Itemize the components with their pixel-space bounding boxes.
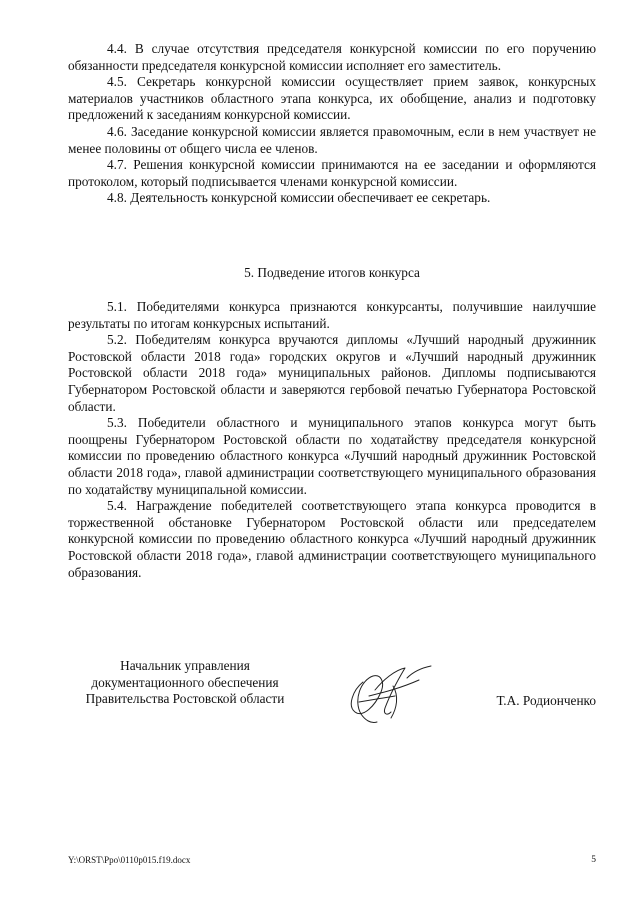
signatory-title-line: Правительства Ростовской области <box>85 691 285 707</box>
signatory-name: Т.А. Родионченко <box>496 693 596 708</box>
paragraph-4-5: 4.5. Секретарь конкурсной комиссии осуществляет прием заявок, конкурсных материалов участников областного этапа конкурса, их обобщение, анализ и подготовку предложений к заседаниям конкурсной комиссии. <box>68 74 596 123</box>
footer-file-path: Y:\ORST\Ppo\0110p015.f19.docx <box>68 855 191 865</box>
paragraph-5-2: 5.2. Победителям конкурса вручаются дипломы «Лучший народный дружинник Ростовской области 2018 года» городских округов и «Лучший народный дружинник Ростовской области 2018 года» муниципальных районов. Дипломы подписываются Губернатором Ростовской области и заверяются гербовой печатью Губернатора Ростовской области. <box>68 332 596 414</box>
signatory-title-line: Начальник управления <box>120 658 250 673</box>
signatory-title-line: документационного обеспечения <box>91 674 279 690</box>
signatory-title <box>60 658 310 708</box>
section-5-heading: 5. Подведение итогов конкурса <box>244 265 420 280</box>
paragraph-5-1: 5.1. Победителями конкурса признаются конкурсанты, получившие наилучшие результаты по итогам конкурсных испытаний. <box>68 299 596 331</box>
paragraph-4-8: 4.8. Деятельность конкурсной комиссии обеспечивает ее секретарь. <box>107 190 491 206</box>
section-4-tail <box>68 41 596 207</box>
paragraph-5-4: 5.4. Награждение победителей соответствующего этапа конкурса проводится в торжественной обстановке Губернатором Ростовской области или председателем конкурсной комиссии по проведению областного конкурса «Лучший народный дружинник Ростовской области 2018 года», главой администрации соответствующего муниципального образования. <box>68 498 596 580</box>
section-5-body <box>68 299 596 581</box>
paragraph-5-3: 5.3. Победители областного и муниципального этапов конкурса могут быть поощрены Губернатором Ростовской области по ходатайству председателя конкурсной комиссии по проведению областного конкурса «Лучший народный дружинник Ростовской области 2018 года», главой администрации соответствующего муниципального образования по ходатайству муниципальной комиссии. <box>68 415 596 497</box>
paragraph-4-7: 4.7. Решения конкурсной комиссии принимаются на ее заседании и оформляются протоколом, который подписывается членами конкурсной комиссии. <box>68 157 596 189</box>
page-number: 5 <box>591 855 596 865</box>
paragraph-4-6: 4.6. Заседание конкурсной комиссии является правомочным, если в нем участвует не менее половины от общего числа ее членов. <box>68 123 596 156</box>
paragraph-4-4: 4.4. В случае отсутствия председателя конкурсной комиссии по его поручению обязанности председателя конкурсной комиссии исполняет его заместитель. <box>68 41 596 73</box>
handwritten-signature <box>335 662 445 732</box>
